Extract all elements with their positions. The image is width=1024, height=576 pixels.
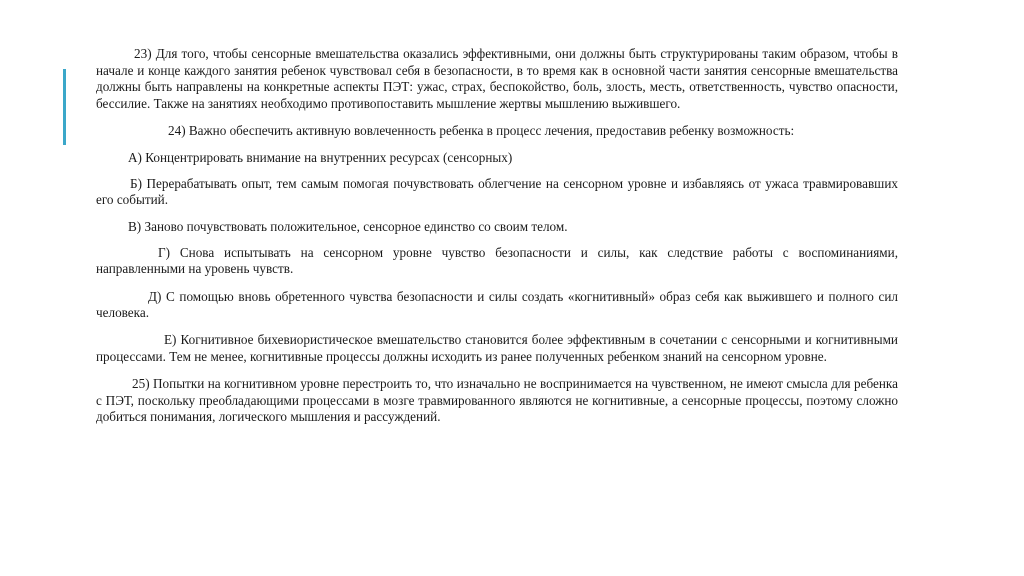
- slide-text-body: [96, 46, 898, 436]
- list-item-d: Д) С помощью вновь обретенного чувства безопасности и силы создать «когнитивный» образ себя как выжившего и полного сил человека.: [96, 288, 898, 321]
- list-item-g: Г) Снова испытывать на сенсорном уровне чувство безопасности и силы, как следствие работы с воспоминаниями, направленными на уровень чувств.: [96, 244, 898, 277]
- slide-accent-bar: [63, 69, 66, 145]
- paragraph-25: 25) Попытки на когнитивном уровне перестроить то, что изначально не воспринимается на чувственном, не имеют смысла для ребенка с ПЭТ, поскольку преобладающими процессами в мозге травмированного являются не когнитивные, а сенсорные процессы, поэтому сложно добиться понимания, логического мышления и рассуждений.: [96, 375, 898, 425]
- list-item-a: А) Концентрировать внимание на внутренних ресурсах (сенсорных): [128, 149, 513, 165]
- list-item-b: Б) Перерабатывать опыт, тем самым помогая почувствовать облегчение на сенсорном уровне и избавляясь от ужаса травмировавших его событий.: [96, 175, 898, 208]
- paragraph-23: 23) Для того, чтобы сенсорные вмешательства оказались эффективными, они должны быть структурированы таким образом, чтобы в начале и конце каждого занятия ребенок чувствовал себя в безопасности, в то время как в основной части занятия сенсорные вмешательства должны быть направлены на конкретные аспекты ПЭТ: ужас, страх, беспокойство, боль, злость, месть, ответственность, чувство опасности, бессилие. Также на занятиях необходимо противопоставить мышление жертвы мышлению выжившего.: [96, 46, 898, 111]
- list-item-e: Е) Когнитивное бихевиористическое вмешательство становится более эффективным в сочетании с сенсорными и когнитивными процессами. Тем не менее, когнитивные процессы должны исходить из ранее полученных ребенком знаний на сенсорном уровне.: [96, 332, 898, 364]
- list-item-v: В) Заново почувствовать положительное, сенсорное единство со своим телом.: [128, 219, 568, 235]
- paragraph-24: 24) Важно обеспечить активную вовлеченность ребенка в процесс лечения, предоставив ребенку возможность:: [168, 122, 795, 138]
